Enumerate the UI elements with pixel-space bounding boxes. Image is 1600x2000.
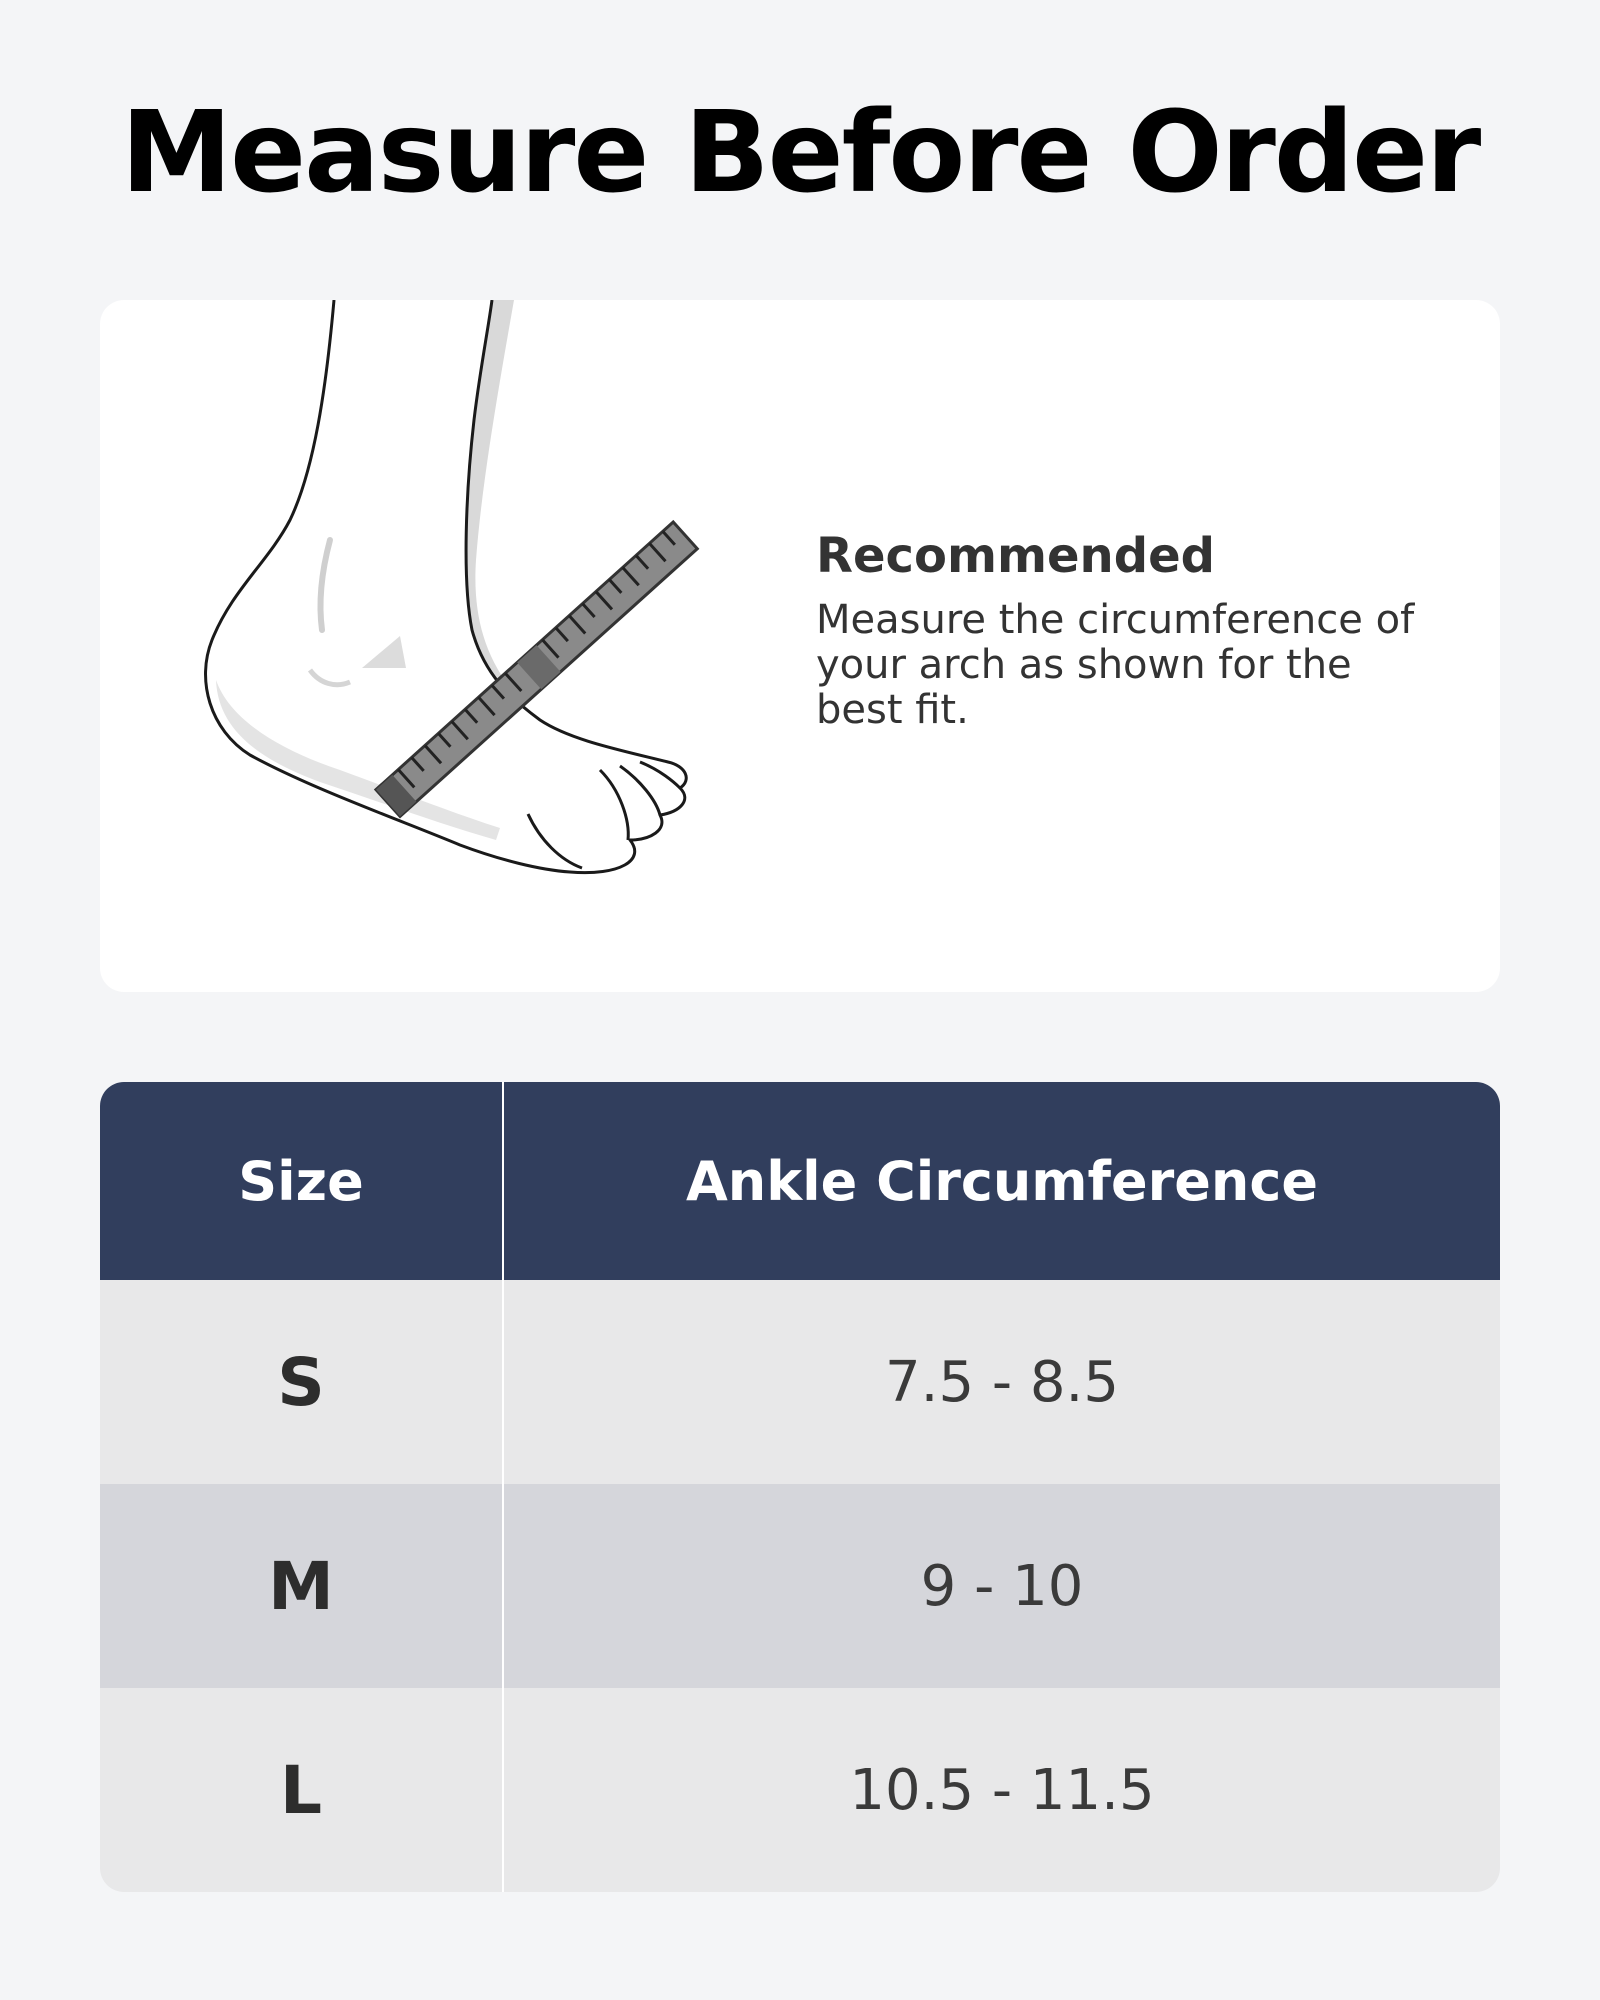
range-cell: 10.5 - 11.5 <box>849 1757 1155 1823</box>
recommendation-block <box>816 528 1436 733</box>
table-row <box>100 1280 1500 1484</box>
size-chart-table <box>100 1082 1500 1892</box>
table-row <box>100 1688 1500 1892</box>
table-row <box>100 1484 1500 1688</box>
table-header-row <box>100 1082 1500 1280</box>
size-cell: M <box>100 1484 504 1688</box>
measurement-card <box>100 300 1500 992</box>
range-cell: 9 - 10 <box>920 1553 1084 1619</box>
recommendation-heading: Recommended <box>816 528 1215 584</box>
recommendation-text: Measure the circumference of your arch as shown for the best fit. <box>816 597 1415 733</box>
size-cell: S <box>100 1280 504 1484</box>
header-ankle-circumference: Ankle Circumference <box>685 1149 1319 1213</box>
header-size: Size <box>100 1082 504 1280</box>
range-cell: 7.5 - 8.5 <box>885 1349 1119 1415</box>
page-title: Measure Before Order <box>120 88 1480 218</box>
foot-illustration <box>100 300 820 992</box>
size-cell: L <box>100 1688 504 1892</box>
